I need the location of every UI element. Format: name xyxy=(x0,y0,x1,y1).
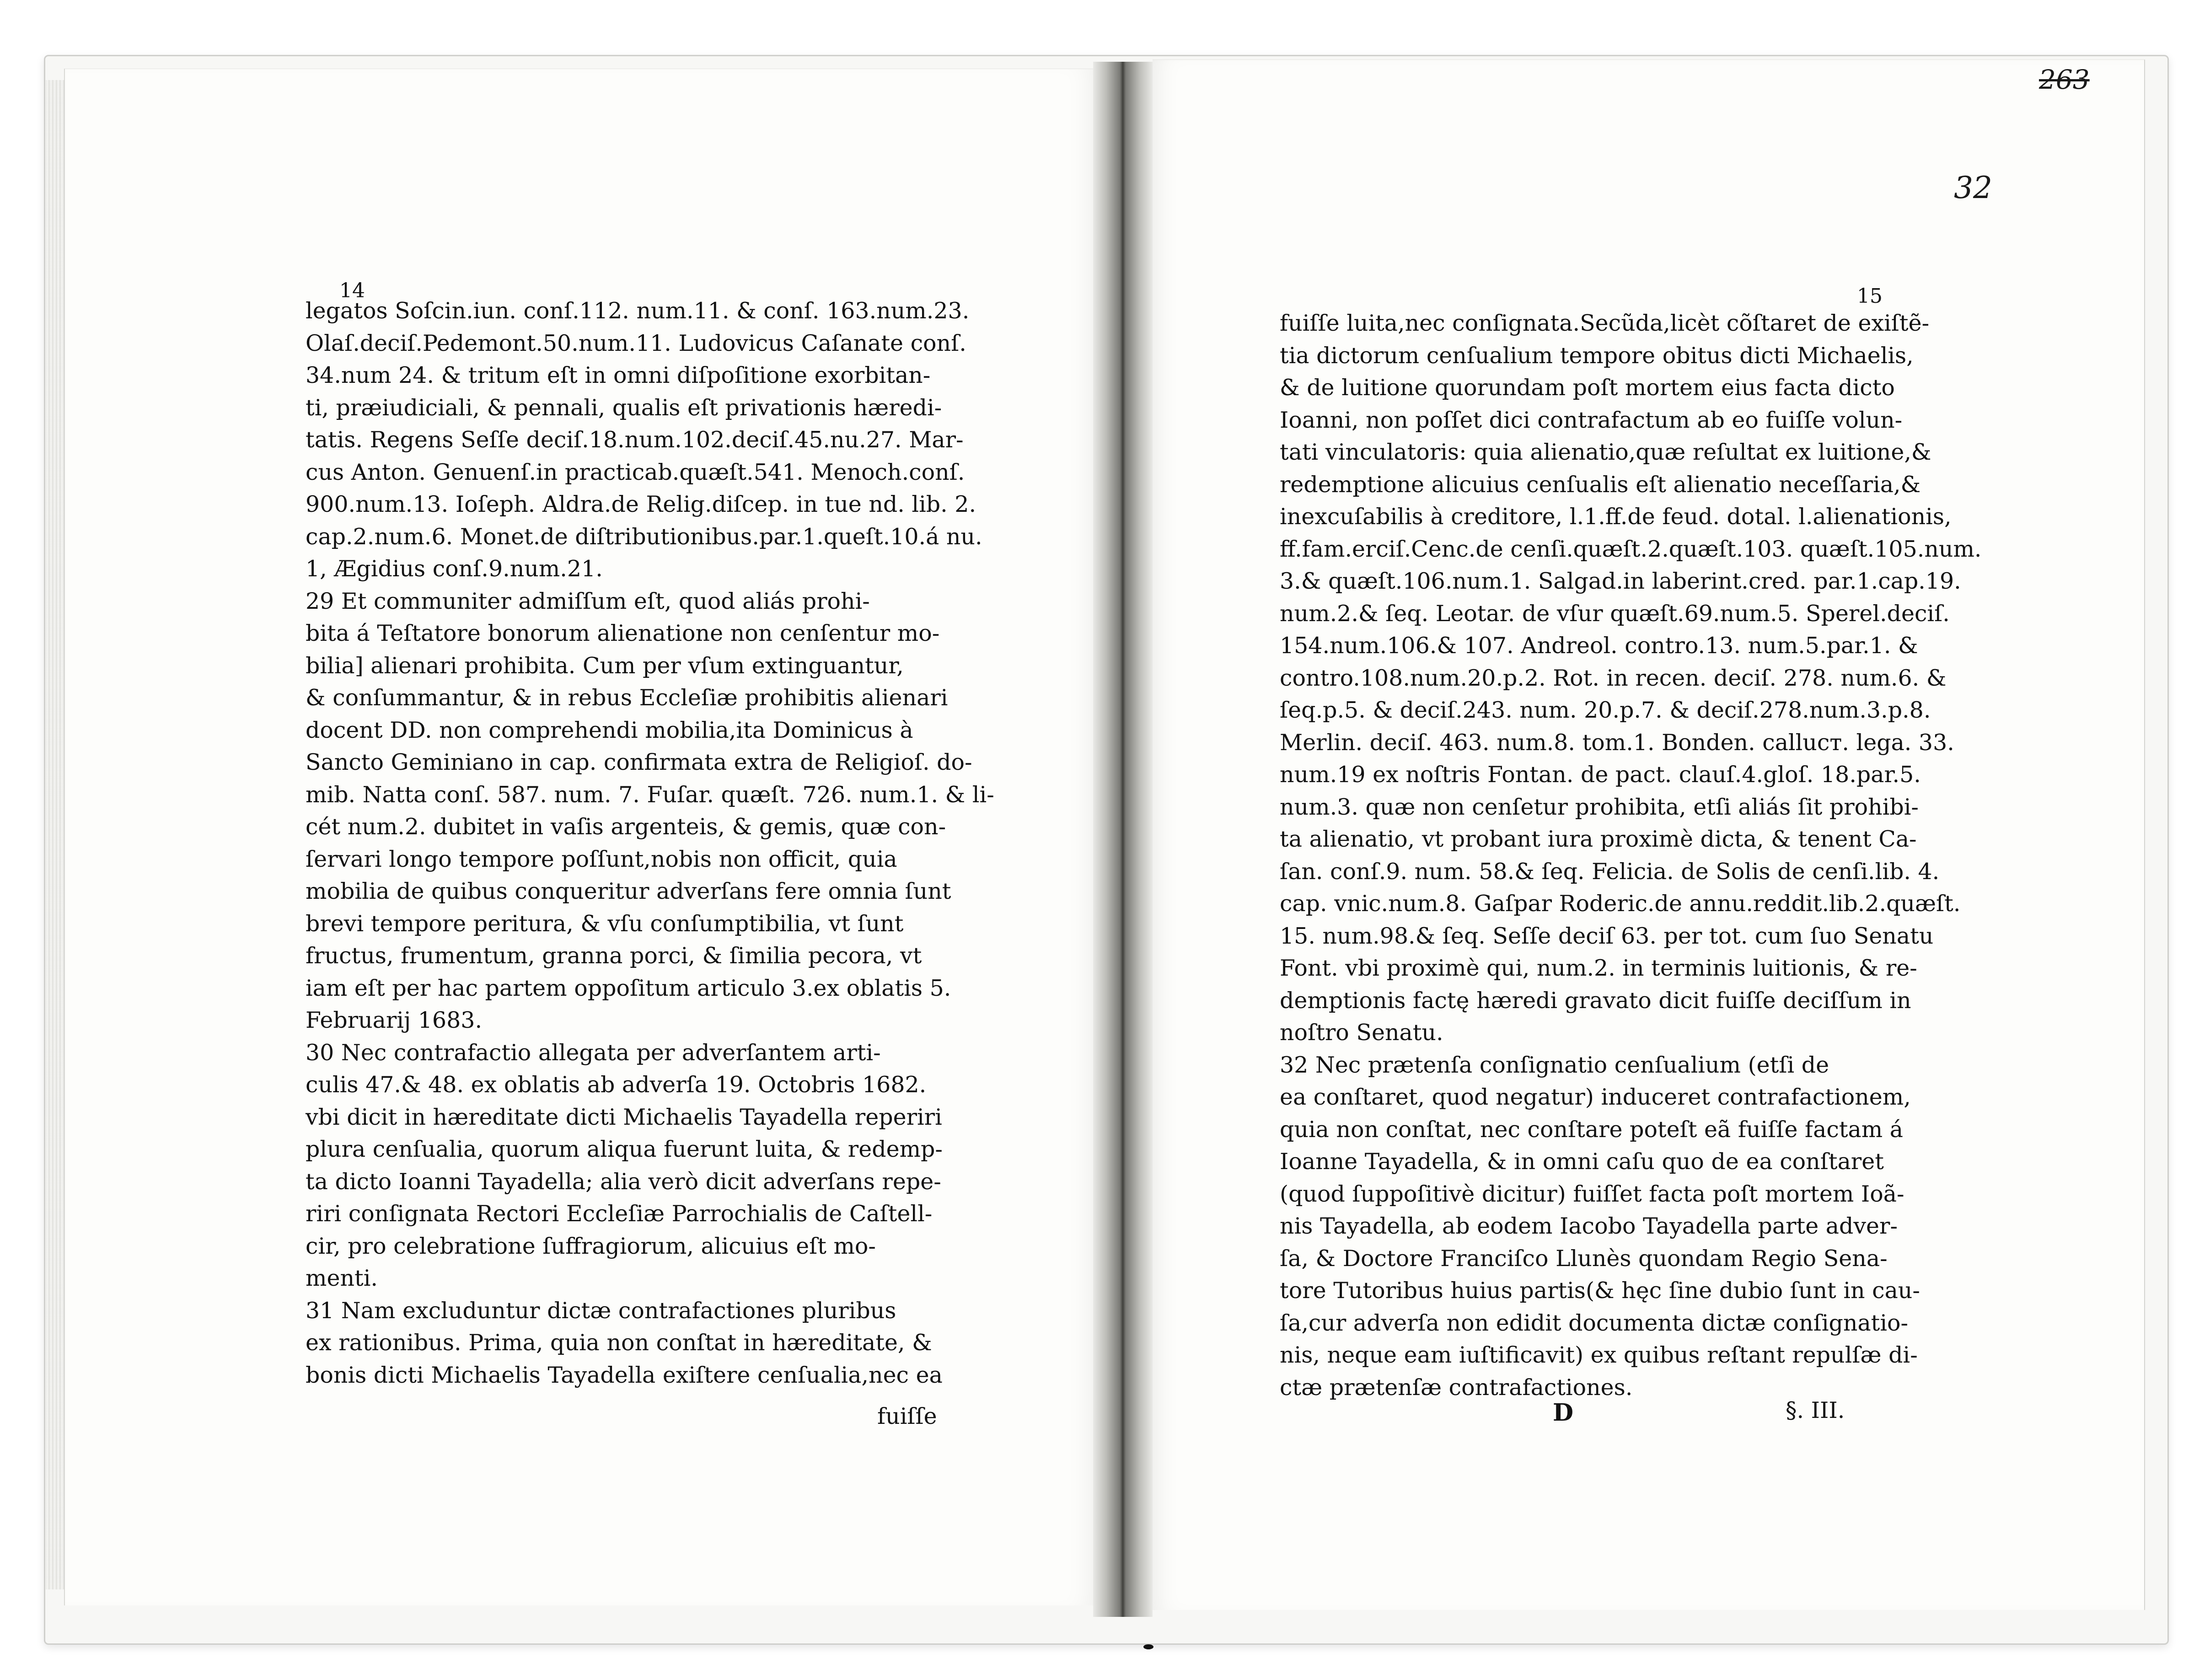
text-line: cap.2.num.6. Monet.de diſtributionibus.par.1.queſt.10.á nu. xyxy=(306,523,982,550)
text-line: fructus, frumentum, granna porci, & ſimilia pecora, vt xyxy=(306,943,922,969)
text-line: cus Anton. Genuenſ.in practicab.quæſt.541. Menoch.conſ. xyxy=(306,459,965,485)
text-line: 154.num.106.& 107. Andreol. contro.13. num.5.par.1. & xyxy=(1280,633,1918,659)
text-line: num.3. quæ non cenſetur prohibita, etſi aliás ſit prohibi- xyxy=(1280,794,1919,820)
text-line: plura cenſualia, quorum aliqua fuerunt luita, & redemp- xyxy=(306,1136,943,1162)
text-line: 900.num.13. Ioſeph. Aldra.de Relig.diſcep. in tue nd. lib. 2. xyxy=(306,491,976,517)
right-page-text xyxy=(1280,307,1982,1404)
text-line: ex rationibus. Prima, quia non conſtat in hæreditate, & xyxy=(306,1330,932,1356)
text-line: docent DD. non comprehendi mobilia,ita Dominicus à xyxy=(306,717,913,743)
text-line: cét num.2. dubitet in vaſis argenteis, & gemis, quæ con- xyxy=(306,814,946,840)
text-line: Sancto Geminiano in cap. confirmata extra de Religioſ. do- xyxy=(306,749,972,775)
text-line: ſeq.p.5. & deciſ.243. num. 20.p.7. & deciſ.278.num.3.p.8. xyxy=(1280,697,1931,723)
book-gutter xyxy=(1093,62,1153,1617)
text-line: bilia] alienari prohibita. Cum per vſum extinguantur, xyxy=(306,652,904,679)
text-line: Merlin. deciſ. 463. num.8. tom.1. Bonden. callucт. lega. 33. xyxy=(1280,729,1954,756)
handwritten-crossed-number: 263 xyxy=(2039,64,2090,95)
text-line: legatos Soſcin.iun. conſ.112. num.11. & conſ. 163.num.23. xyxy=(306,298,970,324)
text-line: num.2.& ſeq. Leotar. de vſur quæſt.69.num.5. Sperel.deciſ. xyxy=(1280,600,1950,627)
paragraph-30-start: 30 Nec contrafactio allegata per adverſantem arti- xyxy=(306,1039,881,1066)
text-line: noſtro Senatu. xyxy=(1280,1020,1443,1046)
text-line: 15. num.98.& ſeq. Seſſe deciſ 63. per tot. cum ſuo Senatu xyxy=(1280,923,1934,949)
text-line: ſa, & Doctore Franciſco Llunès quondam Regio Sena- xyxy=(1280,1245,1888,1272)
text-line: Ioanni, non poſſet dici contrafactum ab eo fuiſſe volun- xyxy=(1280,407,1903,433)
text-line: tatis. Regens Seſſe deciſ.18.num.102.deciſ.45.nu.27. Mar- xyxy=(306,427,964,453)
text-line: ta dicto Ioanni Tayadella; alia verò dicit adverſans repe- xyxy=(306,1168,941,1195)
text-line: brevi tempore peritura, & vſu conſumptibilia, vt ſunt xyxy=(306,910,904,937)
text-line: vbi dicit in hæreditate dicti Michaelis Tayadella reperiri xyxy=(306,1104,942,1130)
left-catchword: fuiſſe xyxy=(877,1403,937,1429)
text-line: 3.& quæſt.106.num.1. Salgad.in laberint.cred. par.1.cap.19. xyxy=(1280,568,1961,594)
left-page-number: 14 xyxy=(339,279,365,302)
text-line: ti, præiudiciali, & pennali, qualis eſt privationis hæredi- xyxy=(306,394,942,421)
ink-spot xyxy=(1143,1644,1153,1649)
text-line: & de luitione quorundam poſt mortem eius facta dicto xyxy=(1280,375,1895,401)
text-line: tore Tutoribus huius partis(& hęc ſine dubio ſunt in cau- xyxy=(1280,1277,1920,1304)
text-line: nis Tayadella, ab eodem Iacobo Tayadella parte adver- xyxy=(1280,1213,1898,1239)
text-line: quia non conſtat, nec conſtare poteſt eã fuiſſe factam á xyxy=(1280,1116,1903,1143)
right-page-number: 15 xyxy=(1857,284,1883,308)
text-line: nis, neque eam iuſtificavit) ex quibus reſtant repulſæ di- xyxy=(1280,1342,1918,1368)
handwritten-folio-number: 32 xyxy=(1954,170,1992,205)
left-page-text xyxy=(306,295,994,1391)
text-line: ſan. conſ.9. num. 58.& ſeq. Felicia. de Solis de cenſi.lib. 4. xyxy=(1280,858,1940,885)
text-line: ctæ prætenſæ contrafactiones. xyxy=(1280,1374,1633,1401)
text-line: 1, Ægidius conſ.9.num.21. xyxy=(306,556,603,582)
text-line: num.19 ex noſtris Fontan. de pact. clauſ.4.gloſ. 18.par.5. xyxy=(1280,762,1921,788)
page-edges xyxy=(46,80,64,1589)
text-line: mib. Natta conſ. 587. num. 7. Fuſar. quæſt. 726. num.1. & li- xyxy=(306,781,994,808)
text-line: redemptione alicuius cenſualis eſt alienatio neceſſaria,& xyxy=(1280,471,1921,498)
text-line: & conſummantur, & in rebus Eccleſiæ prohibitis alienari xyxy=(306,685,948,711)
right-catchword: §. III. xyxy=(1786,1397,1845,1423)
text-line: demptionis factę hæredi gravato dicit fuiſſe deciſſum in xyxy=(1280,987,1911,1014)
text-line: Februarij 1683. xyxy=(306,1007,483,1033)
text-line: ſa,cur adverſa non edidit documenta dictæ conſignatio- xyxy=(1280,1310,1909,1336)
text-line: ea conſtaret, quod negatur) induceret contrafactionem, xyxy=(1280,1084,1911,1110)
text-line: bonis dicti Michaelis Tayadella exiſtere cenſualia,nec ea xyxy=(306,1362,943,1388)
text-line: contro.108.num.20.p.2. Rot. in recen. deciſ. 278. num.6. & xyxy=(1280,665,1947,691)
text-line: 34.num 24. & tritum eſt in omni diſpoſitione exorbitan- xyxy=(306,362,931,388)
text-line: cap. vnic.num.8. Gaſpar Roderic.de annu.reddit.lib.2.quæſt. xyxy=(1280,891,1961,917)
text-line: Olaſ.deciſ.Pedemont.50.num.11. Ludovicus Caſanate conſ. xyxy=(306,330,966,356)
text-line: (quod ſuppoſitivè dicitur) fuiſſet facta poſt mortem Ioã- xyxy=(1280,1181,1904,1207)
text-line: ſervari longo tempore poſſunt,nobis non officit, quia xyxy=(306,846,897,872)
text-line: ff.fam.erciſ.Cenc.de cenſi.quæſt.2.quæſt.103. quæſt.105.num. xyxy=(1280,536,1982,562)
text-line: menti. xyxy=(306,1265,378,1291)
text-line: cir, pro celebratione ſuffragiorum, alicuius eſt mo- xyxy=(306,1233,876,1259)
text-line: mobilia de quibus conqueritur adverſans fere omnia ſunt xyxy=(306,878,951,904)
text-line: Font. vbi proximè qui, num.2. in terminis luitionis, & re- xyxy=(1280,955,1917,981)
text-line: ta alienatio, vt probant iura proximè dicta, & tenent Ca- xyxy=(1280,826,1917,852)
text-line: fuiſſe luita,nec conſignata.Secũda,licèt cõſtaret de exiſtẽ- xyxy=(1280,310,1930,336)
text-line: inexcuſabilis à creditore, l.1.ff.de feud. dotal. l.alienationis, xyxy=(1280,504,1952,530)
signature-mark: D xyxy=(1553,1399,1574,1427)
paragraph-29-start: 29 Et communiter admiſſum eſt, quod aliás prohi- xyxy=(306,588,870,614)
text-line: tati vinculatoris: quia alienatio,quæ reſultat ex luitione,& xyxy=(1280,439,1931,465)
text-line: culis 47.& 48. ex oblatis ab adverſa 19. Octobris 1682. xyxy=(306,1072,927,1098)
text-line: tia dictorum cenſualium tempore obitus dicti Michaelis, xyxy=(1280,342,1914,369)
paragraph-32-start: 32 Nec prætenſa conſignatio cenſualium (etſi de xyxy=(1280,1052,1829,1078)
text-line: iam eſt per hac partem oppoſitum articulo 3.ex oblatis 5. xyxy=(306,975,951,1001)
text-line: Ioanne Tayadella, & in omni caſu quo de ea conſtaret xyxy=(1280,1149,1884,1175)
text-line: riri conſignata Rectori Eccleſiæ Parrochialis de Caſtell- xyxy=(306,1201,933,1227)
paragraph-31-start: 31 Nam excluduntur dictæ contrafactiones pluribus xyxy=(306,1297,896,1324)
text-line: bita á Teſtatore bonorum alienatione non cenſentur mo- xyxy=(306,620,940,646)
